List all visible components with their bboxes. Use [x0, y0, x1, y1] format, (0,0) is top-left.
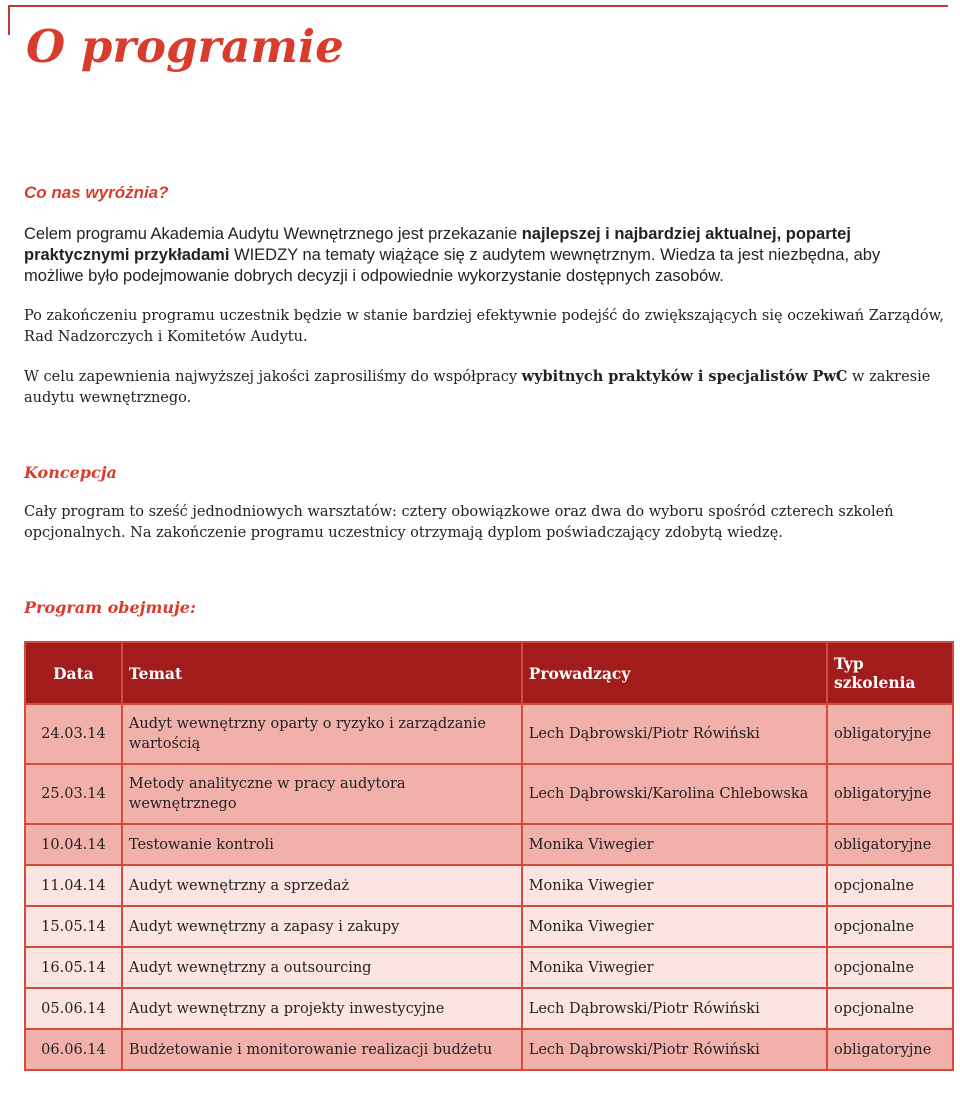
cell-trainer: Monika Viwegier [522, 947, 827, 988]
experts-text-bold: wybitnych praktyków i specjalistów PwC [521, 368, 848, 385]
intro-text-bold: najlepszej i najbardziej aktualnej, popartej praktycznymi przykładami [24, 225, 851, 264]
cell-date: 06.06.14 [25, 1029, 122, 1070]
experts-paragraph [24, 366, 944, 409]
cell-date: 24.03.14 [25, 704, 122, 764]
cell-date: 15.05.14 [25, 906, 122, 947]
top-rule [8, 5, 948, 7]
experts-text-c: w zakresie audytu wewnętrznego. [24, 369, 931, 406]
cell-topic: Testowanie kontroli [122, 824, 522, 865]
table-header-row [25, 642, 953, 704]
cell-type: opcjonalne [827, 947, 953, 988]
outcome-paragraph: Po zakończeniu programu uczestnik będzie w stanie bardziej efektywnie podejść do zwiększających się oczekiwań Zarządów, Rad Nadzorczych i Komitetów Audytu. [24, 308, 944, 345]
intro-text-a: Celem programu Akademia Audytu Wewnętrznego jest przekazanie [24, 225, 522, 243]
cell-trainer: Monika Viwegier [522, 865, 827, 906]
table-row [25, 988, 953, 1029]
table-row [25, 865, 953, 906]
cell-trainer: Monika Viwegier [522, 824, 827, 865]
cell-topic: Audyt wewnętrzny oparty o ryzyko i zarządzanie wartością [122, 704, 522, 764]
cell-type: obligatoryjne [827, 824, 953, 865]
column-header-data: Data [25, 642, 122, 704]
intro-text-c: WIEDZY na tematy wiążące się z audytem wewnętrznym. Wiedza ta jest niezbędna, aby możliwe było podejmowanie dobrych decyzji i odpowiednie wykorzystanie dostępnych zasobów. [24, 246, 881, 285]
page-title: O programie [26, 20, 344, 73]
cell-topic: Audyt wewnętrzny a outsourcing [122, 947, 522, 988]
cell-trainer: Lech Dąbrowski/Piotr Rówiński [522, 1029, 827, 1070]
cell-type: obligatoryjne [827, 1029, 953, 1070]
cell-topic: Audyt wewnętrzny a projekty inwestycyjne [122, 988, 522, 1029]
cell-type: opcjonalne [827, 988, 953, 1029]
cell-topic: Audyt wewnętrzny a zapasy i zakupy [122, 906, 522, 947]
column-header-temat: Temat [122, 642, 522, 704]
intro-paragraph [24, 224, 944, 287]
cell-type: opcjonalne [827, 865, 953, 906]
section-heading-program: Program obejmuje: [24, 598, 196, 617]
top-rule-tick [8, 5, 10, 35]
program-table [24, 641, 954, 1071]
cell-type: obligatoryjne [827, 764, 953, 824]
cell-topic: Audyt wewnętrzny a sprzedaż [122, 865, 522, 906]
experts-text-a: W celu zapewnienia najwyższej jakości zaprosiliśmy do współpracy [24, 369, 522, 385]
cell-date: 10.04.14 [25, 824, 122, 865]
cell-type: obligatoryjne [827, 704, 953, 764]
section-heading-wyroznia: Co nas wyróżnia? [24, 183, 169, 202]
table-row [25, 1029, 953, 1070]
cell-date: 05.06.14 [25, 988, 122, 1029]
cell-trainer: Lech Dąbrowski/Piotr Rówiński [522, 988, 827, 1029]
table-row [25, 824, 953, 865]
cell-date: 11.04.14 [25, 865, 122, 906]
table-row [25, 906, 953, 947]
cell-type: opcjonalne [827, 906, 953, 947]
cell-trainer: Monika Viwegier [522, 906, 827, 947]
concept-paragraph: Cały program to sześć jednodniowych warsztatów: cztery obowiązkowe oraz dwa do wyboru spośród czterech szkoleń opcjonalnych. Na zakończenie programu uczestnicy otrzymają dyplom poświadczający zdobytą wiedzę. [24, 504, 894, 541]
cell-topic: Budżetowanie i monitorowanie realizacji budżetu [122, 1029, 522, 1070]
table-row [25, 704, 953, 764]
table-row [25, 764, 953, 824]
cell-topic: Metody analityczne w pracy audytora wewnętrznego [122, 764, 522, 824]
cell-date: 25.03.14 [25, 764, 122, 824]
cell-trainer: Lech Dąbrowski/Karolina Chlebowska [522, 764, 827, 824]
cell-date: 16.05.14 [25, 947, 122, 988]
column-header-prowadzacy: Prowadzący [522, 642, 827, 704]
section-heading-koncepcja: Koncepcja [24, 463, 117, 482]
cell-trainer: Lech Dąbrowski/Piotr Rówiński [522, 704, 827, 764]
column-header-typ: Typ szkolenia [827, 642, 953, 704]
table-row [25, 947, 953, 988]
